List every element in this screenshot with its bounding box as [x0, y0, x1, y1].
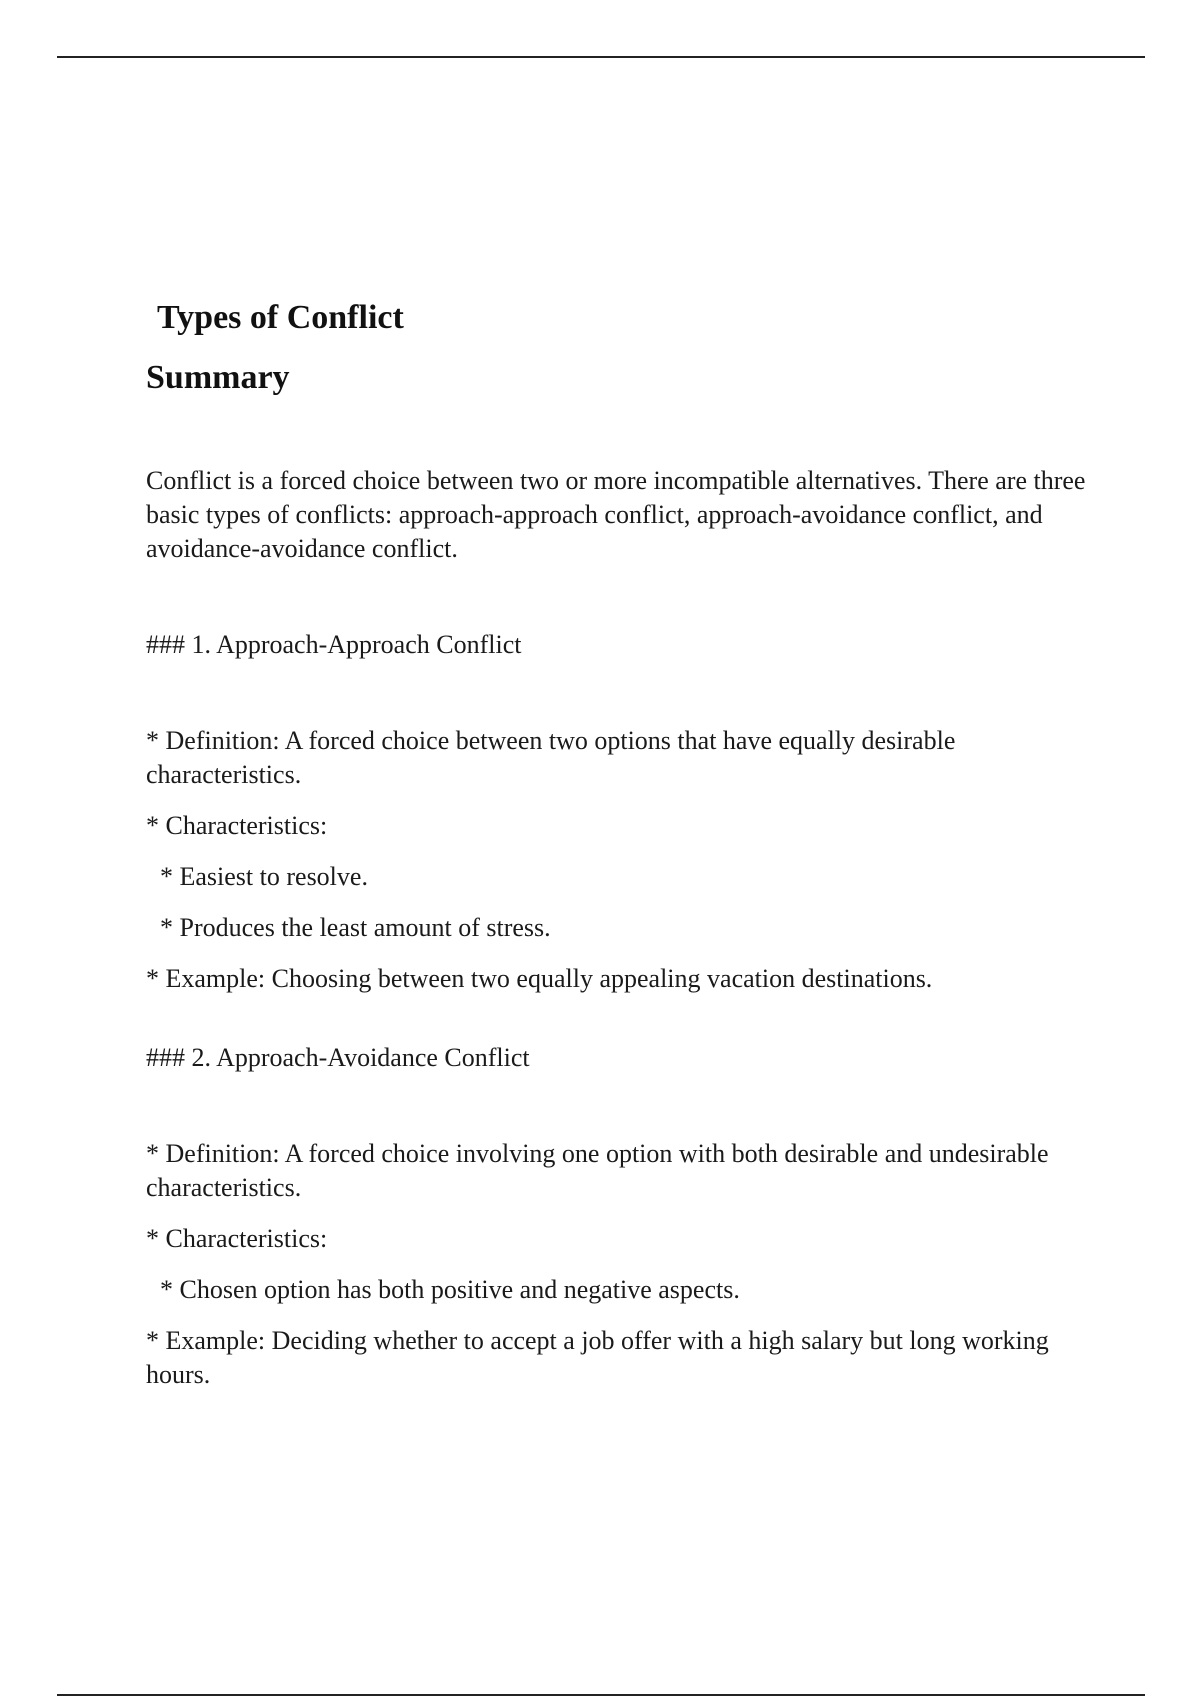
example-item: * Example: Deciding whether to accept a job offer with a high salary but long working hours.: [146, 1326, 1049, 1389]
characteristic-subitem: * Chosen option has both positive and negative aspects.: [160, 1275, 740, 1304]
bottom-rule: [57, 1694, 1145, 1696]
section-list-approach-avoidance: [146, 1137, 1086, 1392]
definition-item: * Definition: A forced choice between two options that have equally desirable characteristics.: [146, 726, 956, 789]
characteristic-subitem: * Easiest to resolve.: [160, 862, 368, 891]
top-rule: [57, 56, 1145, 58]
characteristics-item: * Characteristics:: [146, 1224, 328, 1253]
section-list-approach-approach: [146, 724, 1086, 996]
document-title: Types of Conflict: [157, 299, 404, 336]
characteristics-item: * Characteristics:: [146, 811, 328, 840]
intro-paragraph: Conflict is a forced choice between two or more incompatible alternatives. There are three basic types of conflicts: approach-approach conflict, approach-avoidance conflict, and avoidance-avoidance conflict.: [146, 466, 1086, 563]
example-item: * Example: Choosing between two equally appealing vacation destinations.: [146, 964, 933, 993]
section-heading-approach-avoidance: ### 2. Approach-Avoidance Conflict: [146, 1043, 530, 1072]
document-body: [146, 296, 1086, 1409]
summary-heading: Summary: [146, 359, 290, 396]
definition-item: * Definition: A forced choice involving one option with both desirable and undesirable characteristics.: [146, 1139, 1049, 1202]
characteristic-subitem: * Produces the least amount of stress.: [160, 913, 551, 942]
section-heading-approach-approach: ### 1. Approach-Approach Conflict: [146, 630, 522, 659]
